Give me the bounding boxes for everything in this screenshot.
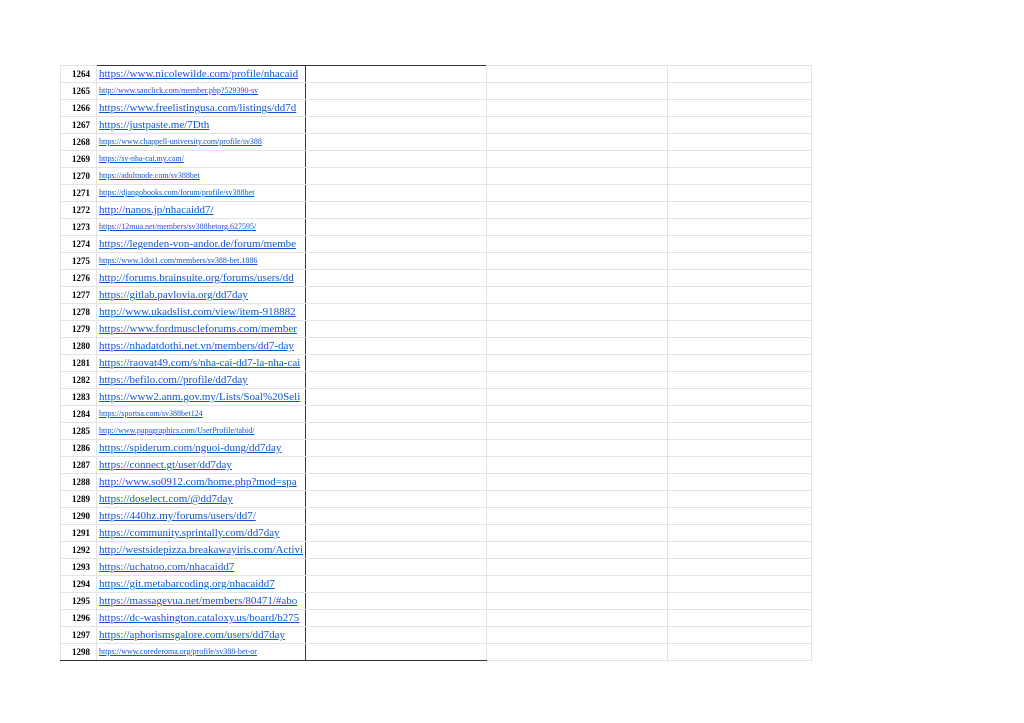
- row-number: 1289: [61, 491, 97, 508]
- empty-cell: [668, 66, 812, 83]
- table-row: [61, 117, 812, 134]
- empty-cell: [306, 270, 487, 287]
- url-link[interactable]: https://connect.gt/user/dd7day: [97, 457, 306, 474]
- table-row: [61, 304, 812, 321]
- url-link[interactable]: https://adultnode.com/sv388bet: [97, 168, 306, 185]
- empty-cell: [668, 559, 812, 576]
- empty-cell: [306, 83, 487, 100]
- empty-cell: [668, 304, 812, 321]
- row-number: 1279: [61, 321, 97, 338]
- url-link[interactable]: http://www.ukadslist.com/view/item-918882: [97, 304, 306, 321]
- empty-cell: [668, 151, 812, 168]
- table-row: [61, 474, 812, 491]
- url-link[interactable]: https://gitlab.pavlovia.org/dd7day: [97, 287, 306, 304]
- table-row: [61, 372, 812, 389]
- table-row: [61, 287, 812, 304]
- empty-cell: [668, 270, 812, 287]
- empty-cell: [487, 83, 668, 100]
- url-link[interactable]: https://www.1doi1.com/members/sv388-bet.1886: [97, 253, 306, 270]
- row-number: 1266: [61, 100, 97, 117]
- url-link[interactable]: https://spiderum.com/nguoi-dung/dd7day: [97, 440, 306, 457]
- table-row: [61, 593, 812, 610]
- empty-cell: [306, 202, 487, 219]
- url-link[interactable]: https://12mua.net/members/sv388betorg.627595/: [97, 219, 306, 236]
- empty-cell: [487, 542, 668, 559]
- url-link[interactable]: https://www.freelistingusa.com/listings/dd7d: [97, 100, 306, 117]
- empty-cell: [306, 423, 487, 440]
- url-link[interactable]: https://www2.anm.gov.my/Lists/Soal%20Seli: [97, 389, 306, 406]
- empty-cell: [306, 151, 487, 168]
- table-row: [61, 457, 812, 474]
- empty-cell: [668, 117, 812, 134]
- empty-cell: [306, 304, 487, 321]
- url-link[interactable]: https://uchatoo.com/nhacaidd7: [97, 559, 306, 576]
- empty-cell: [306, 559, 487, 576]
- empty-cell: [668, 542, 812, 559]
- table-row: [61, 644, 812, 661]
- empty-cell: [487, 627, 668, 644]
- row-number: 1293: [61, 559, 97, 576]
- empty-cell: [487, 236, 668, 253]
- empty-cell: [306, 593, 487, 610]
- empty-cell: [306, 372, 487, 389]
- empty-cell: [306, 474, 487, 491]
- empty-cell: [487, 287, 668, 304]
- empty-cell: [668, 83, 812, 100]
- empty-cell: [668, 525, 812, 542]
- empty-cell: [487, 389, 668, 406]
- table-row: [61, 185, 812, 202]
- empty-cell: [306, 491, 487, 508]
- empty-cell: [487, 440, 668, 457]
- row-number: 1288: [61, 474, 97, 491]
- table-row: [61, 525, 812, 542]
- table-row: [61, 440, 812, 457]
- row-number: 1284: [61, 406, 97, 423]
- url-link[interactable]: https://djangobooks.com/forum/profile/sv388bet: [97, 185, 306, 202]
- empty-cell: [668, 100, 812, 117]
- row-number: 1298: [61, 644, 97, 661]
- empty-cell: [487, 253, 668, 270]
- row-number: 1282: [61, 372, 97, 389]
- row-number: 1280: [61, 338, 97, 355]
- empty-cell: [306, 525, 487, 542]
- empty-cell: [487, 457, 668, 474]
- url-link[interactable]: http://www.sanclick.com/member.php?529390-sv: [97, 83, 306, 100]
- table-row: [61, 338, 812, 355]
- empty-cell: [306, 117, 487, 134]
- row-number: 1285: [61, 423, 97, 440]
- url-link[interactable]: https://befilo.com//profile/dd7day: [97, 372, 306, 389]
- table-row: [61, 627, 812, 644]
- url-link[interactable]: https://sportsa.com/sv388bet124: [97, 406, 306, 423]
- table-row: [61, 406, 812, 423]
- row-number: 1292: [61, 542, 97, 559]
- empty-cell: [306, 287, 487, 304]
- empty-cell: [668, 389, 812, 406]
- empty-cell: [668, 287, 812, 304]
- table-row: [61, 508, 812, 525]
- empty-cell: [306, 134, 487, 151]
- empty-cell: [306, 168, 487, 185]
- empty-cell: [487, 525, 668, 542]
- table-row: [61, 355, 812, 372]
- table-row: [61, 389, 812, 406]
- empty-cell: [668, 474, 812, 491]
- url-link[interactable]: https://www.nicolewilde.com/profile/nhacaid: [97, 66, 306, 83]
- url-link[interactable]: https://dc-washington.cataloxy.us/board/b275: [97, 610, 306, 627]
- url-link[interactable]: https://www.chappell-university.com/profile/sv388: [97, 134, 306, 151]
- empty-cell: [306, 406, 487, 423]
- url-link[interactable]: https://440hz.my/forums/users/dd7/: [97, 508, 306, 525]
- empty-cell: [668, 593, 812, 610]
- table-row: [61, 542, 812, 559]
- empty-cell: [306, 219, 487, 236]
- empty-cell: [306, 236, 487, 253]
- row-number: 1278: [61, 304, 97, 321]
- table-row: [61, 100, 812, 117]
- empty-cell: [487, 474, 668, 491]
- empty-cell: [668, 610, 812, 627]
- table-row: [61, 219, 812, 236]
- empty-cell: [487, 491, 668, 508]
- empty-cell: [668, 168, 812, 185]
- empty-cell: [306, 627, 487, 644]
- url-link[interactable]: https://justpaste.me/7Dth: [97, 117, 306, 134]
- empty-cell: [668, 457, 812, 474]
- row-number: 1297: [61, 627, 97, 644]
- empty-cell: [306, 440, 487, 457]
- empty-cell: [487, 423, 668, 440]
- empty-cell: [668, 491, 812, 508]
- url-link[interactable]: https://community.sprintally.com/dd7day: [97, 525, 306, 542]
- empty-cell: [487, 576, 668, 593]
- url-link[interactable]: https://nhadatdothi.net.vn/members/dd7-day: [97, 338, 306, 355]
- url-link[interactable]: https://massagevua.net/members/80471/#abo: [97, 593, 306, 610]
- empty-cell: [487, 304, 668, 321]
- table-row: [61, 321, 812, 338]
- row-number: 1265: [61, 83, 97, 100]
- empty-cell: [668, 355, 812, 372]
- empty-cell: [306, 321, 487, 338]
- empty-cell: [487, 117, 668, 134]
- empty-cell: [487, 100, 668, 117]
- table-row: [61, 66, 812, 83]
- table-row: [61, 576, 812, 593]
- row-number: 1273: [61, 219, 97, 236]
- empty-cell: [487, 338, 668, 355]
- url-link[interactable]: http://www.so0912.com/home.php?mod=spa: [97, 474, 306, 491]
- url-link[interactable]: https://www.fordmuscleforums.com/member: [97, 321, 306, 338]
- empty-cell: [668, 508, 812, 525]
- empty-cell: [668, 644, 812, 661]
- empty-cell: [306, 338, 487, 355]
- empty-cell: [487, 185, 668, 202]
- empty-cell: [668, 576, 812, 593]
- table-row: [61, 253, 812, 270]
- empty-cell: [668, 627, 812, 644]
- empty-cell: [487, 644, 668, 661]
- spreadsheet-body: [61, 66, 812, 661]
- row-number: 1281: [61, 355, 97, 372]
- empty-cell: [487, 321, 668, 338]
- empty-cell: [306, 389, 487, 406]
- empty-cell: [306, 576, 487, 593]
- row-number: 1291: [61, 525, 97, 542]
- empty-cell: [668, 253, 812, 270]
- empty-cell: [487, 151, 668, 168]
- empty-cell: [306, 66, 487, 83]
- url-link[interactable]: https://legenden-von-andor.de/forum/membe: [97, 236, 306, 253]
- url-link[interactable]: https://raovat49.com/s/nha-cai-dd7-la-nha-cai: [97, 355, 306, 372]
- table-row: [61, 168, 812, 185]
- empty-cell: [668, 219, 812, 236]
- empty-cell: [487, 134, 668, 151]
- table-row: [61, 83, 812, 100]
- row-number: 1275: [61, 253, 97, 270]
- empty-cell: [668, 236, 812, 253]
- empty-cell: [668, 440, 812, 457]
- empty-cell: [487, 168, 668, 185]
- empty-cell: [487, 372, 668, 389]
- empty-cell: [306, 253, 487, 270]
- row-number: 1276: [61, 270, 97, 287]
- row-number: 1272: [61, 202, 97, 219]
- row-number: 1274: [61, 236, 97, 253]
- row-number: 1270: [61, 168, 97, 185]
- empty-cell: [668, 372, 812, 389]
- empty-cell: [487, 559, 668, 576]
- empty-cell: [668, 338, 812, 355]
- table-row: [61, 202, 812, 219]
- row-number: 1269: [61, 151, 97, 168]
- table-row: [61, 423, 812, 440]
- empty-cell: [487, 202, 668, 219]
- empty-cell: [306, 542, 487, 559]
- empty-cell: [306, 100, 487, 117]
- row-number: 1264: [61, 66, 97, 83]
- url-link[interactable]: https://sv-nha-cai.my.cam/: [97, 151, 306, 168]
- empty-cell: [487, 406, 668, 423]
- url-link[interactable]: https://git.metabarcoding.org/nhacaidd7: [97, 576, 306, 593]
- empty-cell: [306, 457, 487, 474]
- empty-cell: [306, 644, 487, 661]
- spreadsheet-table: [60, 65, 812, 661]
- empty-cell: [668, 202, 812, 219]
- empty-cell: [306, 355, 487, 372]
- table-row: [61, 151, 812, 168]
- empty-cell: [487, 508, 668, 525]
- empty-cell: [487, 66, 668, 83]
- empty-cell: [487, 610, 668, 627]
- row-number: 1290: [61, 508, 97, 525]
- empty-cell: [668, 406, 812, 423]
- row-number: 1268: [61, 134, 97, 151]
- empty-cell: [668, 423, 812, 440]
- url-link[interactable]: https://aphorismsgalore.com/users/dd7day: [97, 627, 306, 644]
- empty-cell: [668, 321, 812, 338]
- empty-cell: [306, 185, 487, 202]
- empty-cell: [487, 270, 668, 287]
- empty-cell: [306, 610, 487, 627]
- row-number: 1296: [61, 610, 97, 627]
- empty-cell: [487, 355, 668, 372]
- url-link[interactable]: https://www.corederoma.org/profile/sv388-bet-or: [97, 644, 306, 661]
- empty-cell: [487, 219, 668, 236]
- empty-cell: [668, 134, 812, 151]
- table-row: [61, 236, 812, 253]
- table-row: [61, 610, 812, 627]
- row-number: 1294: [61, 576, 97, 593]
- table-row: [61, 134, 812, 151]
- url-link[interactable]: http://westsidepizza.breakawayiris.com/Activi: [97, 542, 306, 559]
- table-row: [61, 559, 812, 576]
- row-number: 1283: [61, 389, 97, 406]
- row-number: 1286: [61, 440, 97, 457]
- url-link[interactable]: http://nanos.jp/nhacaidd7/: [97, 202, 306, 219]
- row-number: 1295: [61, 593, 97, 610]
- empty-cell: [487, 593, 668, 610]
- empty-cell: [306, 508, 487, 525]
- row-number: 1277: [61, 287, 97, 304]
- row-number: 1271: [61, 185, 97, 202]
- table-row: [61, 270, 812, 287]
- url-link[interactable]: http://www.papagraphics.com/UserProfile/tabid/: [97, 423, 306, 440]
- empty-cell: [668, 185, 812, 202]
- row-number: 1287: [61, 457, 97, 474]
- url-link[interactable]: https://doselect.com/@dd7day: [97, 491, 306, 508]
- table-row: [61, 491, 812, 508]
- url-link[interactable]: http://forums.brainsuite.org/forums/users/dd: [97, 270, 306, 287]
- row-number: 1267: [61, 117, 97, 134]
